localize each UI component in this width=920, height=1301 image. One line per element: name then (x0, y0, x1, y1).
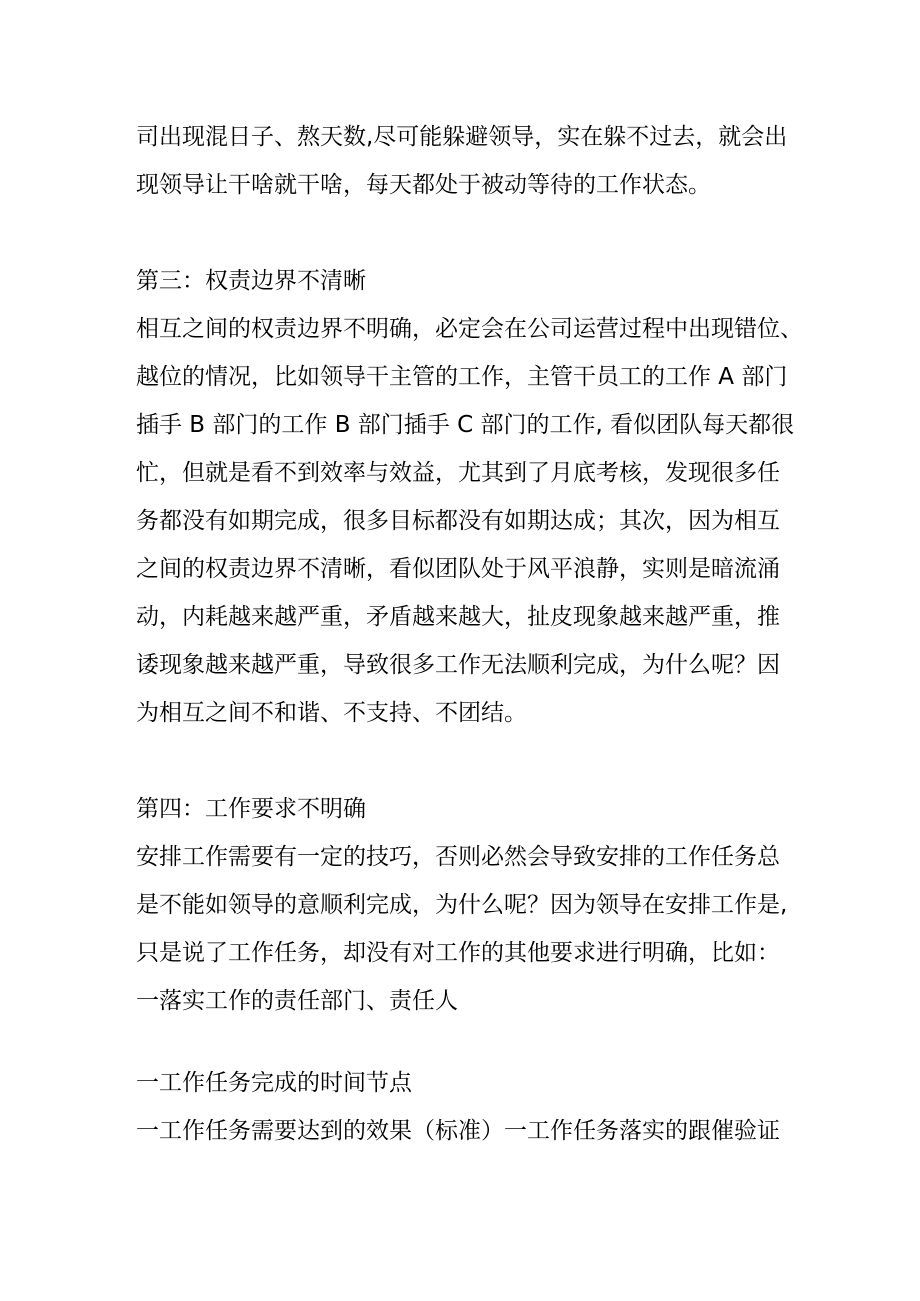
paragraph-line: 只是说了工作任务，却没有对工作的其他要求进行明确，比如： (136, 940, 780, 966)
paragraph-line: 越位的情况，比如领导干主管的工作，主管干员工的工作 A 部门 (136, 364, 788, 390)
paragraph-line: 一落实工作的责任部门、责任人 (136, 988, 458, 1014)
paragraph-line: 安排工作需要有一定的技巧，否则必然会导致安排的工作任务总 (136, 844, 780, 870)
paragraph-line: 插手 B 部门的工作 B 部门插手 C 部门的工作, 看似团队每天都很 (136, 412, 795, 438)
paragraph-line: 诿现象越来越严重，导致很多工作无法顺利完成，为什么呢？因 (136, 652, 780, 678)
paragraph-line: 动，内耗越来越严重，矛盾越来越大，扯皮现象越来越严重，推 (136, 604, 780, 630)
section-heading: 第四：工作要求不明确 (136, 796, 366, 822)
paragraph-line: 司出现混日子、熬天数,尽可能躲避领导，实在躲不过去，就会出 (136, 124, 788, 150)
list-item: 一工作任务完成的时间节点 (136, 1070, 412, 1096)
paragraph-line: 相互之间的权责边界不明确，必定会在公司运营过程中出现错位、 (136, 316, 803, 342)
paragraph-line: 为相互之间不和谐、不支持、不团结。 (136, 700, 527, 726)
paragraph-line: 忙，但就是看不到效率与效益，尤其到了月底考核，发现很多任 (136, 460, 780, 486)
section-heading: 第三：权责边界不清晰 (136, 268, 366, 294)
paragraph-line: 是不能如领导的意顺利完成，为什么呢？因为领导在安排工作是, (136, 892, 788, 918)
paragraph-line: 现领导让干啥就干啥，每天都处于被动等待的工作状态。 (136, 172, 711, 198)
paragraph-line: 之间的权责边界不清晰，看似团队处于风平浪静，实则是暗流涌 (136, 556, 780, 582)
list-item: 一工作任务需要达到的效果（标准）一工作任务落实的跟催验证 (136, 1118, 780, 1144)
paragraph-line: 务都没有如期完成，很多目标都没有如期达成；其次，因为相互 (136, 508, 780, 534)
